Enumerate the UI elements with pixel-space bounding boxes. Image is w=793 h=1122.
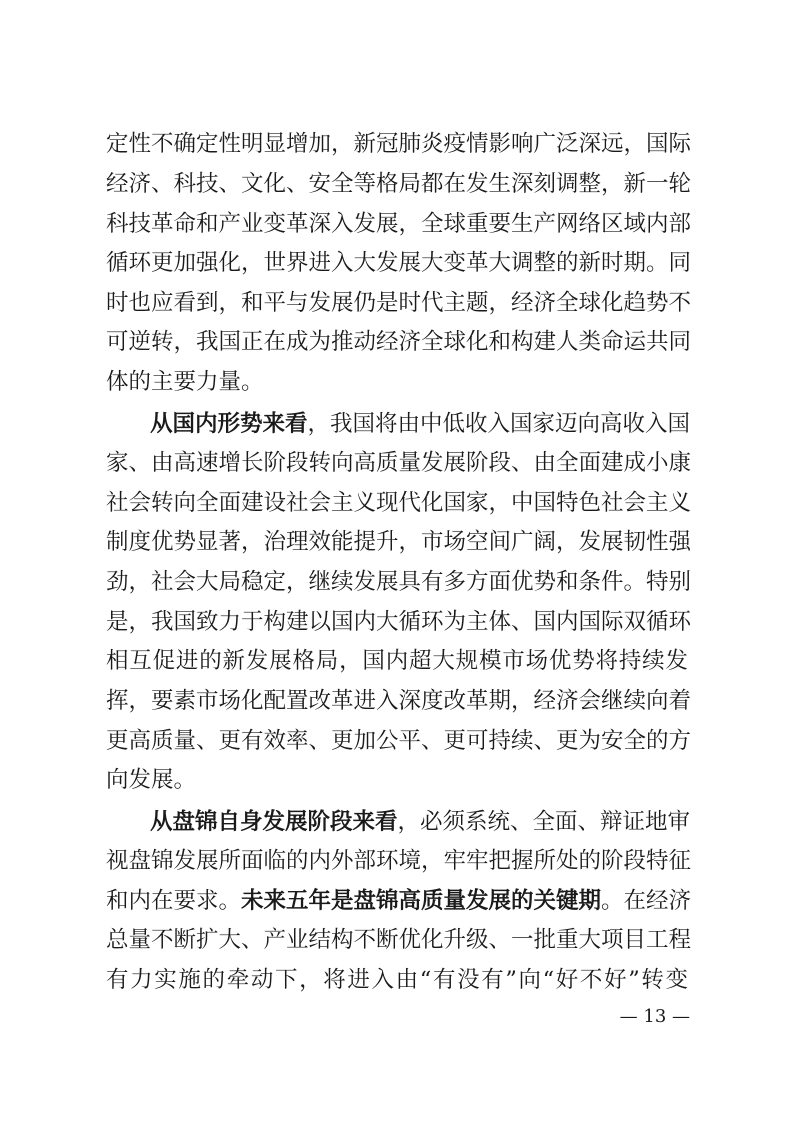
text-segment: 是，我国致力于构建以国内大循环为主体、国内国际双循环 bbox=[106, 609, 692, 635]
text-line bbox=[106, 170, 692, 198]
text-segment: 。在经济 bbox=[601, 888, 692, 914]
text-line bbox=[150, 410, 691, 438]
text-segment: 更高质量、更有效率、更加公平、更可持续、更为安全的方 bbox=[106, 728, 692, 754]
text-segment: 视盘锦发展所面临的内外部环境，牢牢把握所处的阶段特征 bbox=[106, 848, 692, 874]
text-segment: 相互促进的新发展格局，国内超大规模市场优势将持续发 bbox=[106, 648, 688, 674]
text-segment: 可逆转，我国正在成为推动经济全球化和构建人类命运共同 bbox=[106, 329, 692, 355]
bold-heading-phrase: 从盘锦自身发展阶段来看 bbox=[150, 809, 398, 835]
text-line bbox=[106, 966, 688, 994]
text-segment: 向发展。 bbox=[106, 767, 197, 793]
text-line bbox=[106, 328, 692, 356]
text-line bbox=[150, 808, 691, 836]
text-segment: 劲，社会大局稳定，继续发展具有多方面优势和条件。特别 bbox=[106, 569, 692, 595]
text-line bbox=[106, 368, 688, 396]
text-line bbox=[106, 130, 692, 158]
text-line bbox=[106, 249, 692, 277]
text-line bbox=[106, 289, 692, 317]
text-line bbox=[106, 887, 692, 915]
text-line bbox=[106, 489, 692, 517]
text-segment: 经济、科技、文化、安全等格局都在发生深刻调整，新一轮 bbox=[106, 171, 692, 197]
page-number: — 13 — bbox=[619, 1006, 690, 1027]
text-line bbox=[106, 568, 692, 596]
text-line bbox=[106, 766, 688, 794]
text-segment: 有力实施的牵动下，将进入由“有没有”向“好不好”转变 bbox=[106, 967, 688, 993]
text-line bbox=[106, 847, 692, 875]
text-segment: 定性不确定性明显增加，新冠肺炎疫情影响广泛深远，国际 bbox=[106, 131, 692, 157]
text-line bbox=[106, 647, 688, 675]
text-line bbox=[106, 926, 692, 954]
text-line bbox=[106, 528, 692, 556]
text-line bbox=[106, 727, 692, 755]
text-segment: ，必须系统、全面、辩证地审 bbox=[397, 809, 691, 835]
text-segment: 科技革命和产业变革深入发展，全球重要生产网络区域内部 bbox=[106, 211, 692, 237]
text-segment: 制度优势显著，治理效能提升，市场空间广阔，发展韧性强 bbox=[106, 529, 692, 555]
text-segment: 时也应看到，和平与发展仍是时代主题，经济全球化趋势不 bbox=[106, 290, 692, 316]
text-segment: 和内在要求。 bbox=[106, 888, 242, 914]
text-line bbox=[106, 210, 692, 238]
text-segment: 挥，要素市场化配置改革进入深度改革期，经济会继续向着 bbox=[106, 688, 692, 714]
text-segment: ，我国将由中低收入国家迈向高收入国 bbox=[307, 411, 691, 437]
text-segment: 循环更加强化，世界进入大发展大变革大调整的新时期。同 bbox=[106, 250, 692, 276]
bold-heading-phrase: 未来五年是盘锦高质量发展的关键期 bbox=[241, 888, 602, 914]
text-segment: 体的主要力量。 bbox=[106, 369, 264, 395]
text-line bbox=[106, 449, 692, 477]
text-line bbox=[106, 687, 692, 715]
text-segment: 总量不断扩大、产业结构不断优化升级、一批重大项目工程 bbox=[106, 927, 692, 953]
text-line bbox=[106, 608, 692, 636]
text-segment: 社会转向全面建设社会主义现代化国家，中国特色社会主义 bbox=[106, 490, 692, 516]
bold-heading-phrase: 从国内形势来看 bbox=[150, 411, 308, 437]
text-segment: 家、由高速增长阶段转向高质量发展阶段、由全面建成小康 bbox=[106, 450, 692, 476]
